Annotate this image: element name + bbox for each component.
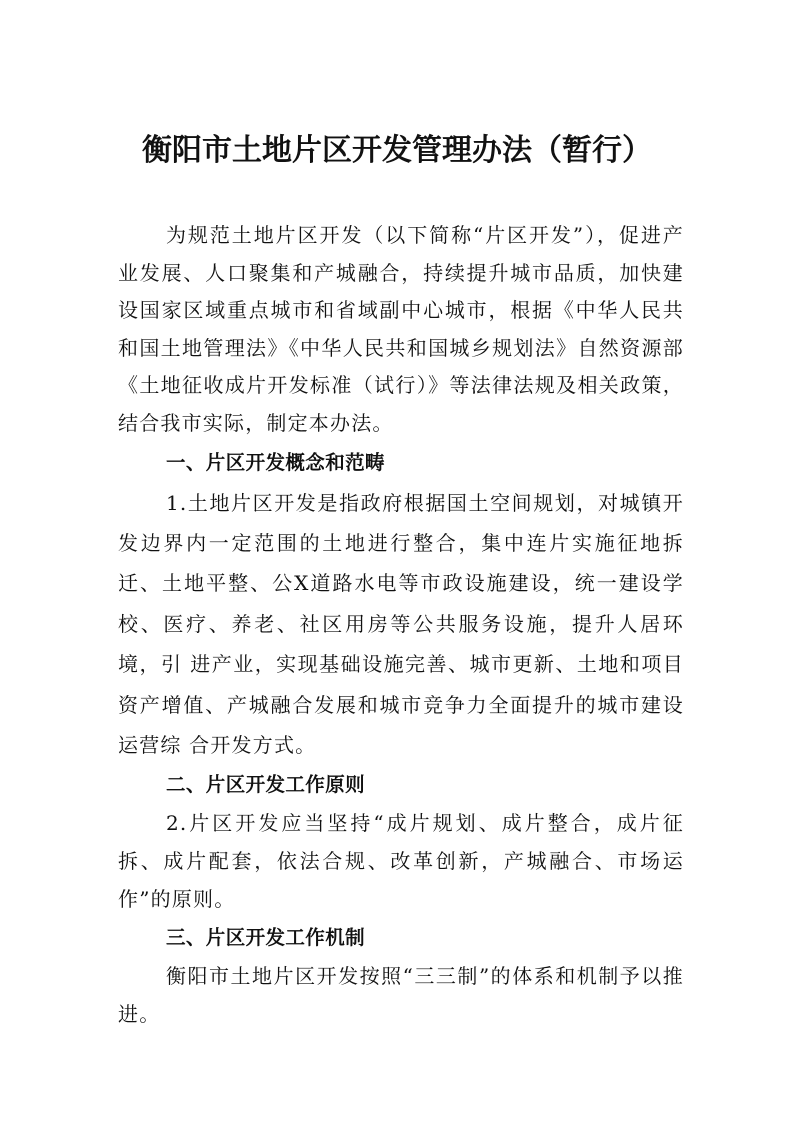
document-title: 衡阳市土地片区开发管理办法（暂行） [142,133,652,168]
document-body [118,217,684,1033]
section-1-heading: 一、片区开发概念和范畴 [166,450,385,474]
section-2-paragraph: 2.片区开发应当坚持“成片规划、成片整合，成片征拆、成片配套，依法合规、改革创新，产城融合、市场运作”的原则。 [118,811,684,911]
section-1-paragraph: 1.土地片区开发是指政府根据国土空间规划，对城镇开发边界内一定范围的土地进行整合，集中连片实施征地拆迁、土地平整、公X道路水电等市政设施建设，统一建设学校、医疗、养老、社区用房等公共服务设施，提升人居环境，引 进产业，实现基础设施完善、城市更新、土地和项目资产增值、产城融合发展和城市竞争力全面提升的城市建设运营综 合开发方式。 [118,490,684,757]
section-2-heading: 二、片区开发工作原则 [166,773,366,797]
section-3-paragraph: 衡阳市土地片区开发按照“三三制”的体系和机制予以推进。 [118,964,684,1026]
section-3-heading: 三、片区开发工作机制 [166,926,366,950]
intro-paragraph: 为规范土地片区开发（以下简称“片区开发”），促进产业发展、人口聚集和产城融合，持续提升城市品质，加快建设国家区域重点城市和省域副中心城市，根据《中华人民共和国土地管理法》《中华人民共和国城乡规划法》自然资源部《土地征收成片开发标准（试行）》等法律法规及相关政策，结合我市实际，制定本办法。 [118,223,684,435]
